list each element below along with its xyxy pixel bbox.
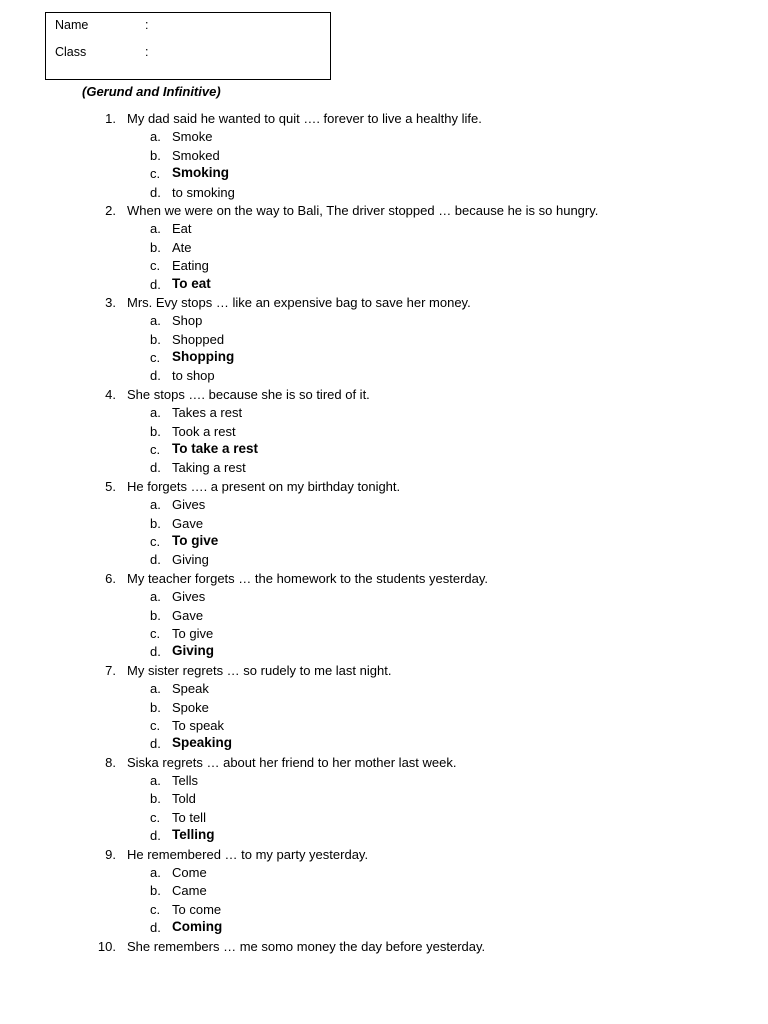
option-text: Smoked (172, 147, 220, 163)
question-item (0, 754, 768, 772)
option-letter: c. (150, 166, 161, 182)
answer-option (0, 533, 768, 551)
option-letter: c. (150, 442, 161, 458)
answer-option (0, 864, 768, 882)
option-letter: c. (150, 350, 161, 366)
answer-option (0, 699, 768, 717)
answer-option (0, 790, 768, 808)
option-text: Told (172, 791, 196, 807)
answer-option (0, 423, 768, 441)
answer-option (0, 128, 768, 146)
option-letter: d. (150, 552, 161, 568)
question-item (0, 938, 768, 956)
question-text: Mrs. Evy stops … like an expensive bag to save her money. (127, 294, 471, 310)
option-text: To come (172, 901, 222, 917)
answer-option (0, 257, 768, 275)
option-letter: a. (150, 129, 161, 145)
question-text: My sister regrets … so rudely to me last night. (127, 662, 392, 678)
option-text: Ate (172, 239, 192, 255)
option-text-correct: Shopping (172, 349, 235, 365)
student-info-box (45, 12, 331, 80)
option-letter: d. (150, 460, 161, 476)
option-text: Gives (172, 589, 206, 605)
option-text: To give (172, 625, 214, 641)
answer-option (0, 349, 768, 367)
answer-option (0, 220, 768, 238)
answer-option (0, 735, 768, 753)
question-item (0, 110, 768, 128)
option-letter: d. (150, 644, 161, 660)
answer-option (0, 827, 768, 845)
option-text: Spoke (172, 699, 209, 715)
option-text: To tell (172, 809, 206, 825)
question-text: He remembered … to my party yesterday. (127, 846, 369, 862)
answer-option (0, 276, 768, 294)
answer-option (0, 459, 768, 477)
option-letter: b. (150, 239, 161, 255)
answer-option (0, 588, 768, 606)
option-text: Gave (172, 515, 204, 531)
answer-option (0, 625, 768, 643)
answer-option (0, 496, 768, 514)
option-letter: a. (150, 497, 161, 513)
question-number: 4. (105, 386, 116, 402)
answer-option (0, 184, 768, 202)
question-number: 7. (105, 662, 116, 678)
option-letter: b. (150, 791, 161, 807)
option-letter: a. (150, 405, 161, 421)
option-text: Smoke (172, 129, 213, 145)
option-letter: d. (150, 920, 161, 936)
answer-option (0, 772, 768, 790)
answer-option (0, 312, 768, 330)
answer-option (0, 717, 768, 735)
option-letter: a. (150, 589, 161, 605)
question-number: 2. (105, 202, 116, 218)
option-text: Speak (172, 681, 209, 697)
option-text-correct: To take a rest (172, 441, 259, 457)
answer-option (0, 901, 768, 919)
option-letter: d. (150, 368, 161, 384)
option-letter: b. (150, 515, 161, 531)
class-row (55, 45, 149, 59)
question-text: When we were on the way to Bali, The driver stopped … because he is so hungry. (127, 202, 599, 218)
option-letter: d. (150, 184, 161, 200)
question-text: He forgets …. a present on my birthday tonight. (127, 478, 401, 494)
option-text: Taking a rest (172, 460, 246, 476)
option-text-correct: Coming (172, 919, 223, 935)
option-letter: b. (150, 331, 161, 347)
option-letter: b. (150, 423, 161, 439)
option-text: Gave (172, 607, 204, 623)
option-text-correct: Telling (172, 827, 215, 843)
question-list (0, 110, 768, 956)
answer-option (0, 441, 768, 459)
option-text: Eating (172, 258, 209, 274)
option-text: Shop (172, 313, 203, 329)
answer-option (0, 882, 768, 900)
option-letter: c. (150, 901, 161, 917)
option-letter: a. (150, 865, 161, 881)
option-text: Shopped (172, 331, 225, 347)
option-letter: d. (150, 736, 161, 752)
option-letter: b. (150, 607, 161, 623)
question-number: 1. (105, 111, 116, 126)
question-number: 9. (105, 846, 116, 862)
class-label: Class (55, 45, 87, 59)
question-text: My dad said he wanted to quit …. forever to live a healthy life. (127, 111, 482, 126)
option-text-correct: To eat (172, 275, 211, 291)
question-item (0, 662, 768, 680)
option-text: To speak (172, 717, 225, 733)
question-item (0, 386, 768, 404)
option-letter: d. (150, 276, 161, 292)
name-label: Name (55, 18, 89, 32)
question-number: 3. (105, 294, 116, 310)
question-number: 6. (105, 570, 116, 586)
page-title: (Gerund and Infinitive) (82, 84, 221, 99)
option-letter: c. (150, 533, 161, 549)
option-text: Gives (172, 497, 206, 513)
answer-option (0, 607, 768, 625)
question-item (0, 202, 768, 220)
option-letter: c. (150, 625, 161, 641)
answer-option (0, 680, 768, 698)
name-row (55, 18, 149, 32)
answer-option (0, 331, 768, 349)
option-letter: a. (150, 313, 161, 329)
option-text: Giving (172, 552, 209, 568)
question-number: 10. (97, 938, 116, 954)
option-letter: a. (150, 773, 161, 789)
name-colon: : (145, 18, 149, 32)
option-letter: b. (150, 883, 161, 899)
option-text: to shop (172, 368, 215, 384)
option-letter: c. (150, 717, 161, 733)
question-text: Siska regrets … about her friend to her mother last week. (127, 754, 457, 770)
answer-option (0, 165, 768, 183)
question-item (0, 570, 768, 588)
answer-option (0, 643, 768, 661)
answer-option (0, 147, 768, 165)
answer-option (0, 809, 768, 827)
question-item (0, 478, 768, 496)
question-text: She stops …. because she is so tired of it. (127, 386, 370, 402)
option-letter: c. (150, 258, 161, 274)
option-text-correct: Giving (172, 643, 215, 659)
option-text: Eat (172, 221, 192, 237)
option-text: Took a rest (172, 423, 236, 439)
option-text: Tells (172, 773, 199, 789)
option-text-correct: Speaking (172, 735, 233, 751)
option-letter: d. (150, 828, 161, 844)
option-letter: b. (150, 147, 161, 163)
option-letter: a. (150, 221, 161, 237)
answer-option (0, 239, 768, 257)
question-item (0, 846, 768, 864)
question-number: 5. (105, 478, 116, 494)
option-text: to smoking (172, 184, 235, 200)
option-text: Takes a rest (172, 405, 243, 421)
question-text: She remembers … me somo money the day before yesterday. (127, 938, 486, 954)
option-text: Come (172, 865, 207, 881)
option-text: Came (172, 883, 207, 899)
option-letter: b. (150, 699, 161, 715)
option-letter: a. (150, 681, 161, 697)
answer-option (0, 515, 768, 533)
class-colon: : (145, 45, 149, 59)
option-text-correct: To give (172, 532, 219, 548)
answer-option (0, 551, 768, 569)
answer-option (0, 919, 768, 937)
question-number: 8. (105, 754, 116, 770)
option-text-correct: Smoking (172, 165, 230, 181)
answer-option (0, 367, 768, 385)
option-letter: c. (150, 809, 161, 825)
question-text: My teacher forgets … the homework to the students yesterday. (127, 570, 489, 586)
question-item (0, 294, 768, 312)
answer-option (0, 404, 768, 422)
